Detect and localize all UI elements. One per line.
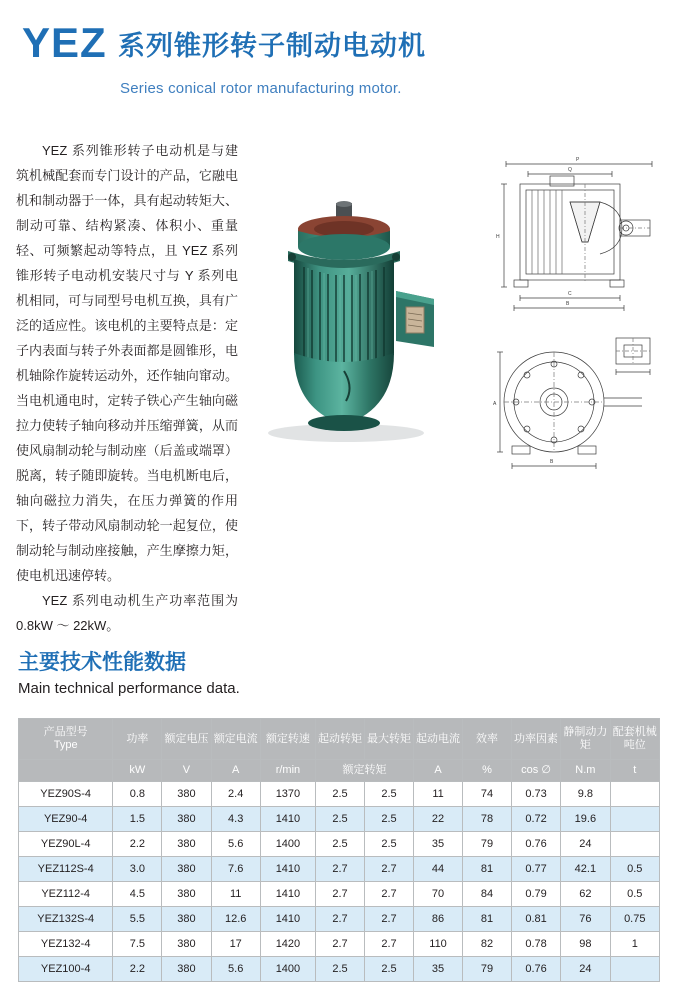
cell-value: 7.5	[113, 932, 162, 957]
cell-value: 17	[211, 932, 260, 957]
cell-value: 4.3	[211, 807, 260, 832]
cell-value: 0.5	[610, 882, 659, 907]
th-unit-efficiency: %	[463, 760, 512, 782]
cell-value: 1400	[260, 957, 315, 982]
cell-value	[610, 782, 659, 807]
cell-value: 0.73	[511, 782, 560, 807]
cell-value: 98	[561, 932, 610, 957]
cell-value: 2.2	[113, 832, 162, 857]
table-row	[19, 932, 660, 957]
cell-value: 35	[413, 832, 462, 857]
th-speed: 额定转速	[260, 719, 315, 760]
cell-value: 81	[463, 907, 512, 932]
cell-value: 1410	[260, 907, 315, 932]
th-unit-brake-torque: N.m	[561, 760, 610, 782]
cell-value: 1410	[260, 857, 315, 882]
cell-value: 5.5	[113, 907, 162, 932]
cell-value: 1410	[260, 807, 315, 832]
cell-value: 7.6	[211, 857, 260, 882]
cell-value: 1.5	[113, 807, 162, 832]
svg-text:B: B	[550, 459, 554, 465]
cell-value: 380	[162, 857, 211, 882]
cell-value: 2.7	[316, 882, 365, 907]
cell-value: 22	[413, 807, 462, 832]
cell-value: 1420	[260, 932, 315, 957]
th-model-cn: 产品型号	[43, 726, 88, 738]
cell-model: YEZ90-4	[19, 807, 113, 832]
svg-text:P: P	[576, 157, 580, 163]
svg-text:A: A	[493, 401, 497, 407]
th-model	[19, 719, 113, 760]
table-row	[19, 782, 660, 807]
cell-value: 380	[162, 907, 211, 932]
section-title-en: Main technical performance data.	[18, 680, 240, 697]
th-model-en: Type	[53, 739, 78, 751]
th-unit-power: kW	[113, 760, 162, 782]
th-current: 额定电流	[211, 719, 260, 760]
cell-value: 0.79	[511, 882, 560, 907]
cell-value: 2.4	[211, 782, 260, 807]
cell-value: 1410	[260, 882, 315, 907]
th-unit-voltage: V	[162, 760, 211, 782]
cell-value: 1400	[260, 832, 315, 857]
intro-text	[16, 138, 238, 638]
cell-value: 0.76	[511, 957, 560, 982]
technical-drawings	[492, 150, 667, 490]
intro-paragraph-1: YEZ 系列锥形转子电动机是与建筑机械配套而专门设计的产品，它融电机和制动器于一体，具有起动转矩大、制动可靠、结构紧凑、体积小、重量轻、可频繁起动等特点，且 YEZ 系列锥形转子电动机安装尺寸与 Y 系列电机相同，可与同型号电机互换，具有广泛的适应性。该电机的主要特点是：定子内表面与转子外表面都是圆锥形，电机轴除作旋转运动外，还作轴向窜动。当电机通电时，定转子铁心产生轴向磁拉力使转子轴向移动并压缩弹簧，从而使风扇制动轮与制动座（后盖或端罩）脱离，转子随即旋转。当电机断电后，轴向磁拉力消失，在压力弹簧的作用下，转子带动风扇制动轮一起复位，使制动轮与制动座接触，产生摩擦力矩，使电机迅速停转。	[16, 143, 238, 583]
cell-value: 44	[413, 857, 462, 882]
cell-model: YEZ90S-4	[19, 782, 113, 807]
table-row	[19, 957, 660, 982]
cell-value	[610, 832, 659, 857]
brand-logo: YEZ	[22, 19, 107, 66]
drawing-side-view	[496, 157, 652, 311]
cell-value: 11	[413, 782, 462, 807]
cell-value: 70	[413, 882, 462, 907]
cell-value: 11	[211, 882, 260, 907]
cell-value: 2.5	[316, 957, 365, 982]
cell-value: 81	[463, 857, 512, 882]
svg-text:Q: Q	[568, 167, 572, 173]
th-unit-current: A	[211, 760, 260, 782]
th-voltage: 额定电压	[162, 719, 211, 760]
cell-value: 35	[413, 957, 462, 982]
cell-value: 2.5	[365, 832, 414, 857]
cell-value: 3.0	[113, 857, 162, 882]
th-unit-model	[19, 760, 113, 782]
table-row	[19, 907, 660, 932]
cell-value: 380	[162, 807, 211, 832]
cell-value: 110	[413, 932, 462, 957]
cell-model: YEZ112-4	[19, 882, 113, 907]
table-header-row	[19, 719, 660, 760]
cell-model: YEZ132S-4	[19, 907, 113, 932]
cell-value: 380	[162, 882, 211, 907]
th-unit-torque-ratio: 额定转矩	[316, 760, 414, 782]
cell-model: YEZ112S-4	[19, 857, 113, 882]
cell-value: 24	[561, 832, 610, 857]
cell-value: 2.5	[316, 782, 365, 807]
cell-value: 380	[162, 957, 211, 982]
svg-text:C: C	[568, 291, 572, 297]
drawing-shaft-detail	[616, 338, 650, 375]
th-unit-start-current: A	[413, 760, 462, 782]
page-header	[0, 0, 678, 110]
cell-value: 2.7	[365, 882, 414, 907]
cell-model: YEZ90L-4	[19, 832, 113, 857]
cell-value: 0.5	[610, 857, 659, 882]
cell-value: 84	[463, 882, 512, 907]
cell-value: 1	[610, 932, 659, 957]
cell-value: 1370	[260, 782, 315, 807]
th-brake-torque: 静制动力矩	[561, 719, 610, 760]
spec-table	[18, 718, 660, 982]
cell-value: 2.2	[113, 957, 162, 982]
th-unit-tonnage: t	[610, 760, 659, 782]
spec-table-body	[19, 782, 660, 982]
cell-value: 2.5	[365, 957, 414, 982]
cell-value: 78	[463, 807, 512, 832]
svg-text:H: H	[496, 234, 500, 240]
cell-value: 2.5	[365, 807, 414, 832]
table-row	[19, 882, 660, 907]
cell-model: YEZ100-4	[19, 957, 113, 982]
intro-paragraph-2: YEZ 系列电动机生产功率范围为 0.8kW ～ 22kW。	[16, 593, 238, 633]
cell-value: 19.6	[561, 807, 610, 832]
cell-value: 42.1	[561, 857, 610, 882]
cell-value: 0.75	[610, 907, 659, 932]
cell-value: 0.8	[113, 782, 162, 807]
th-power-factor: 功率因素	[511, 719, 560, 760]
cell-value: 0.76	[511, 832, 560, 857]
cell-value: 76	[561, 907, 610, 932]
cell-value: 380	[162, 932, 211, 957]
table-row	[19, 832, 660, 857]
th-start-current: 起动电流	[413, 719, 462, 760]
page-title-cn: 系列锥形转子制动电动机	[118, 31, 426, 61]
th-start-torque: 起动转矩	[316, 719, 365, 760]
cell-value: 0.77	[511, 857, 560, 882]
th-power: 功率	[113, 719, 162, 760]
table-row	[19, 857, 660, 882]
cell-value	[610, 807, 659, 832]
cell-value: 380	[162, 832, 211, 857]
cell-value: 24	[561, 957, 610, 982]
th-efficiency: 效率	[463, 719, 512, 760]
cell-value: 82	[463, 932, 512, 957]
cell-value: 380	[162, 782, 211, 807]
spec-table-head	[19, 719, 660, 782]
spec-table-wrap	[18, 718, 660, 982]
cell-value: 4.5	[113, 882, 162, 907]
cell-value: 2.7	[365, 907, 414, 932]
cell-value: 0.81	[511, 907, 560, 932]
motor-photo	[248, 195, 473, 450]
th-max-torque: 最大转矩	[365, 719, 414, 760]
cell-value: 86	[413, 907, 462, 932]
cell-value: 2.5	[365, 782, 414, 807]
cell-value: 2.7	[365, 932, 414, 957]
cell-value: 79	[463, 957, 512, 982]
cell-model: YEZ132-4	[19, 932, 113, 957]
cell-value: 5.6	[211, 957, 260, 982]
th-tonnage: 配套机械吨位	[610, 719, 659, 760]
cell-value: 2.5	[316, 832, 365, 857]
section-title-cn: 主要技术性能数据	[18, 651, 186, 674]
cell-value: 12.6	[211, 907, 260, 932]
drawing-end-view	[493, 352, 642, 469]
cell-value: 0.72	[511, 807, 560, 832]
th-unit-power-factor: cos ∅	[511, 760, 560, 782]
cell-value: 2.5	[316, 807, 365, 832]
cell-value: 0.78	[511, 932, 560, 957]
table-row	[19, 807, 660, 832]
cell-value: 2.7	[316, 857, 365, 882]
cell-value: 9.8	[561, 782, 610, 807]
svg-text:B: B	[566, 301, 570, 307]
cell-value: 5.6	[211, 832, 260, 857]
table-unit-row	[19, 760, 660, 782]
cell-value: 2.7	[316, 907, 365, 932]
cell-value: 62	[561, 882, 610, 907]
cell-value	[610, 957, 659, 982]
cell-value: 79	[463, 832, 512, 857]
cell-value: 74	[463, 782, 512, 807]
th-unit-speed: r/min	[260, 760, 315, 782]
cell-value: 2.7	[316, 932, 365, 957]
cell-value: 2.7	[365, 857, 414, 882]
page-title-en: Series conical rotor manufacturing motor.	[120, 80, 402, 97]
